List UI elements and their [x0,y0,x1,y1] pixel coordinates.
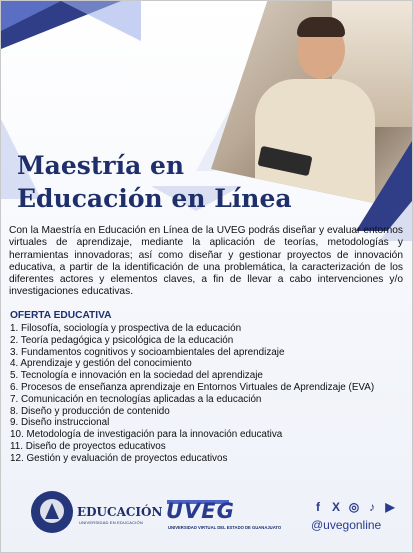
decor-triangle [61,1,141,41]
uveg-subtitle: UNIVERSIDAD VIRTUAL DEL ESTADO DE GUANAJUATO [168,525,282,530]
oferta-heading: OFERTA EDUCATIVA [10,310,112,321]
tiktok-icon[interactable]: ♪ [369,500,375,514]
list-item: 3. Fundamentos cognitivos y socioambientales del aprendizaje [10,346,285,358]
list-item: 4. Aprendizaje y gestión del conocimiento [10,358,192,370]
list-item: 6. Procesos de enseñanza aprendizaje en Entornos Virtuales de Aprendizaje (EVA) [10,381,375,393]
photo-person-hair [297,17,345,37]
facebook-icon[interactable]: f [316,500,320,514]
oferta-list [10,323,404,465]
list-item: 11. Diseño de proyectos educativos [10,440,166,452]
decor-triangle [1,1,61,31]
list-item: 8. Diseño y producción de contenido [10,405,170,417]
list-item: 5. Tecnología e innovación en la sociedad del aprendizaje [10,370,263,382]
intro-paragraph: Con la Maestría en Educación en Línea de la UVEG podrás diseñar y evaluar entornos virtuales de aprendizaje, mediante la aplicación de teorías, metodologías y herramientas innovadoras; así como diseñar y gestionar proyectos de innovación educativa, a partir de la identificación de una problemática, la caracterización de los diferentes actores y elementos claves, a fin de llevar a cabo intervenciones y/o investigaciones educativas. [9,225,403,298]
social-links [311,500,397,514]
list-item: 10. Metodología de investigación para la innovación educativa [10,429,283,441]
list-item: 12. Gestión y evaluación de proyectos educativos [10,452,228,464]
x-icon[interactable]: X [331,500,340,514]
list-item: 1. Filosofía, sociología y prospectiva de la educación [10,323,242,334]
educacion-name: EDUCACIÓN [77,505,163,519]
title-line-1: Maestría en [17,151,185,180]
list-item: 2. Teoría pedagógica y psicológica de la educación [10,334,234,346]
page-title [17,149,292,215]
instagram-icon[interactable]: ◎ [348,500,360,514]
title-line-2: Educación en Línea [17,184,292,213]
educacion-subtitle: UNIVERSIDAD EN EDUCACIÓN [79,520,143,525]
uveg-logo: UVEG [166,499,235,523]
social-handle[interactable]: @uvegonline [311,518,382,532]
footer [1,489,412,552]
list-item: 9. Diseño instruccional [10,417,110,429]
list-item: 7. Comunicación en tecnologías aplicadas a la educación [10,393,262,405]
youtube-icon[interactable]: ▶ [385,500,395,514]
educacion-logo [31,491,73,533]
